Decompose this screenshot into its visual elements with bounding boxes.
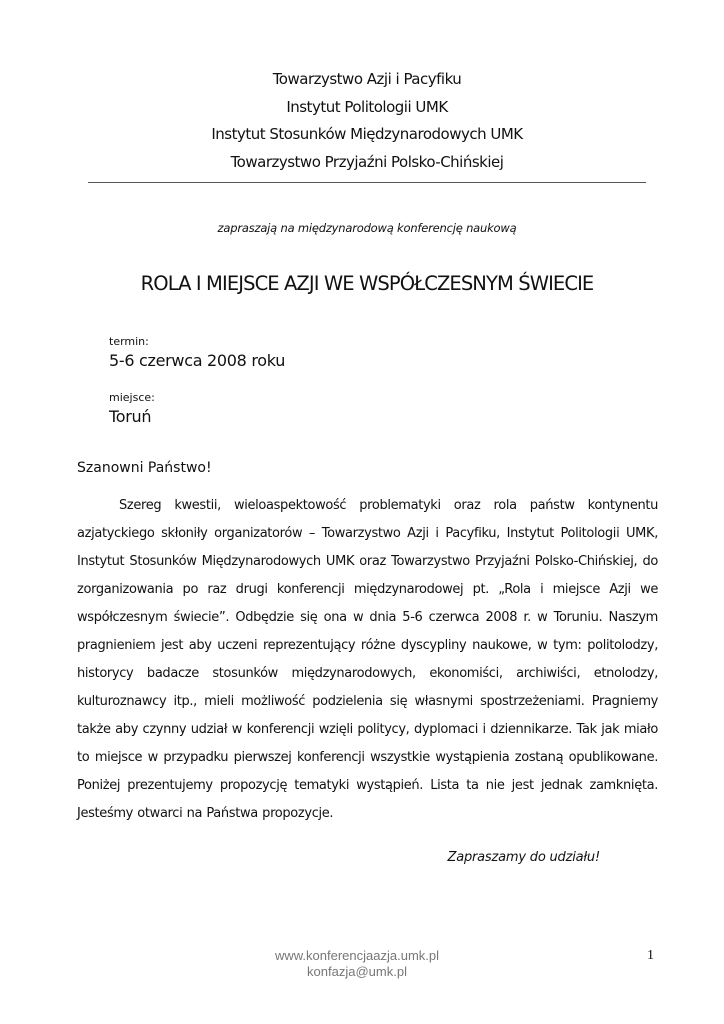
letter-body: Szereg kwestii, wieloaspektowość problematyki oraz rola państw kontynentu azjatyckiego skłoniły organizatorów – Towarzystwo Azji i Pacyfiku, Instytut Politologii UMK, Instytut Stosunków Międzynarodowych UMK oraz Towarzystwo Przyjaźni Polsko-Chińskiej, do zorganizowania po raz drugi konferencji międzynarodowej pt. „Rola i miejsce Azji we współczesnym świecie”. Odbędzie się ona w dnia 5-6 czerwca 2008 r. w Toruniu. Naszym pragnieniem jest aby uczeni reprezentujący różne dyscypliny naukowe, w tym: politolodzy, historycy badacze stosunków międzynarodowych, ekonomiści, archiwiści, etnolodzy, kulturoznawcy itp., mieli możliwość podzielenia się własnymi spostrzeżeniami. Pragniemy także aby czynny udział w konferencji wzięli politycy, dyplomaci i dziennikarze. Tak jak miało to miejsce w przypadku pierwszej konferencji wszystkie wystąpienia zostaną opublikowane. Poniżej prezentujemy propozycję tematyki wystąpień. Lista ta nie jest jednak zamknięta. Jesteśmy otwarci na Państwa propozycje.: [77, 498, 658, 821]
footer-website-link[interactable]: www.konferencjaazja.umk.pl: [274, 948, 440, 963]
header-divider: [88, 182, 646, 183]
place-value: Toruń: [109, 407, 152, 426]
conference-title: ROLA I MIEJSCE AZJI WE WSPÓŁCZESNYM ŚWIECIE: [140, 272, 594, 295]
page-number: 1: [647, 948, 654, 963]
date-label: termin:: [109, 335, 149, 348]
footer-email-link[interactable]: konfazja@umk.pl: [307, 964, 407, 979]
closing-line: Zapraszamy do udziału!: [447, 850, 600, 865]
organizer-name: Towarzystwo Przyjaźni Polsko-Chińskiej: [230, 152, 504, 171]
invitation-line: zapraszają na międzynarodową konferencję naukową: [217, 221, 517, 235]
salutation: Szanowni Państwo!: [77, 460, 212, 476]
page-footer: [0, 948, 714, 980]
organizer-name: Towarzystwo Azji i Pacyfiku: [272, 70, 462, 88]
organizer-name: Instytut Stosunków Międzynarodowych UMK: [211, 125, 523, 143]
place-label: miejsce:: [109, 391, 155, 404]
organizer-name: Instytut Politologii UMK: [286, 97, 448, 116]
date-value: 5-6 czerwca 2008 roku: [109, 351, 286, 370]
organizers-header: [88, 66, 646, 176]
